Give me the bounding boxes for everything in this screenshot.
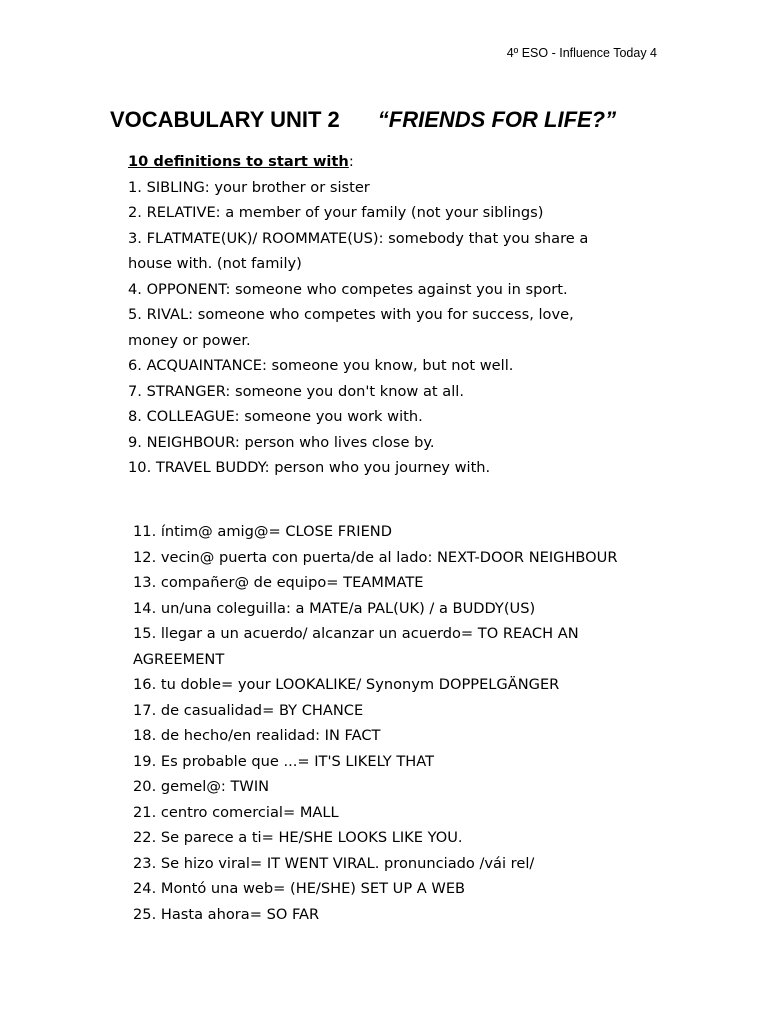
phrase-line: 21. centro comercial= MALL xyxy=(133,803,339,821)
definition-line: 2. RELATIVE: a member of your family (not your siblings) xyxy=(128,204,544,221)
definition-line: house with. (not family) xyxy=(128,255,302,272)
definitions-heading-text: 10 definitions to start with xyxy=(128,153,349,170)
phrase-line: 25. Hasta ahora= SO FAR xyxy=(133,905,320,923)
definition-line: 4. OPPONENT: someone who competes against you in sport. xyxy=(128,280,568,298)
phrase-line: 24. Montó una web= (HE/SHE) SET UP A WEB xyxy=(133,880,466,897)
title-unit: VOCABULARY UNIT 2 xyxy=(110,107,340,132)
phrase-line: 12. vecin@ puerta con puerta/de al lado: NEXT-DOOR NEIGHBOUR xyxy=(133,548,618,566)
page-header: 4º ESO - Influence Today 4 xyxy=(506,46,657,60)
definitions-heading-colon: : xyxy=(348,153,354,170)
phrase-line: 14. un/una coleguilla: a MATE/a PAL(UK) / a BUDDY(US) xyxy=(133,599,536,617)
definition-line: 9. NEIGHBOUR: person who lives close by. xyxy=(128,433,435,451)
title-theme: “FRIENDS FOR LIFE?” xyxy=(377,107,617,132)
phrase-line: 13. compañer@ de equipo= TEAMMATE xyxy=(133,574,424,591)
phrase-line: 17. de casualidad= BY CHANCE xyxy=(133,701,364,719)
definition-line: 10. TRAVEL BUDDY: person who you journey with. xyxy=(128,459,491,476)
definition-line: 3. FLATMATE(UK)/ ROOMMATE(US): somebody that you share a xyxy=(128,229,589,247)
phrase-line: 15. llegar a un acuerdo/ alcanzar un acuerdo= TO REACH AN xyxy=(133,625,579,642)
phrase-line: 22. Se parece a ti= HE/SHE LOOKS LIKE YOU. xyxy=(133,829,463,846)
definition-line: 6. ACQUAINTANCE: someone you know, but not well. xyxy=(128,357,514,374)
phrases-list xyxy=(133,519,663,927)
phrase-line: 23. Se hizo viral= IT WENT VIRAL. pronunciado /vái rel/ xyxy=(133,854,535,872)
definition-line: money or power. xyxy=(128,331,251,349)
definitions-heading xyxy=(128,149,628,175)
phrase-line: 20. gemel@: TWIN xyxy=(133,778,270,795)
phrase-line: 11. íntim@ amig@= CLOSE FRIEND xyxy=(133,523,392,540)
definition-line: 5. RIVAL: someone who competes with you for success, love, xyxy=(128,306,574,323)
page-title xyxy=(110,104,616,136)
definition-line: 7. STRANGER: someone you don't know at all. xyxy=(128,382,464,400)
phrase-line: 18. de hecho/en realidad: IN FACT xyxy=(133,727,381,744)
phrase-line: AGREEMENT xyxy=(133,650,225,668)
definitions-list xyxy=(128,149,628,481)
definition-line: 8. COLLEAGUE: someone you work with. xyxy=(128,408,423,425)
phrase-line: 16. tu doble= your LOOKALIKE/ Synonym DOPPELGÄNGER xyxy=(133,676,560,693)
definition-line: 1. SIBLING: your brother or sister xyxy=(128,178,370,196)
phrase-line: 19. Es probable que ...= IT'S LIKELY THAT xyxy=(133,752,434,770)
